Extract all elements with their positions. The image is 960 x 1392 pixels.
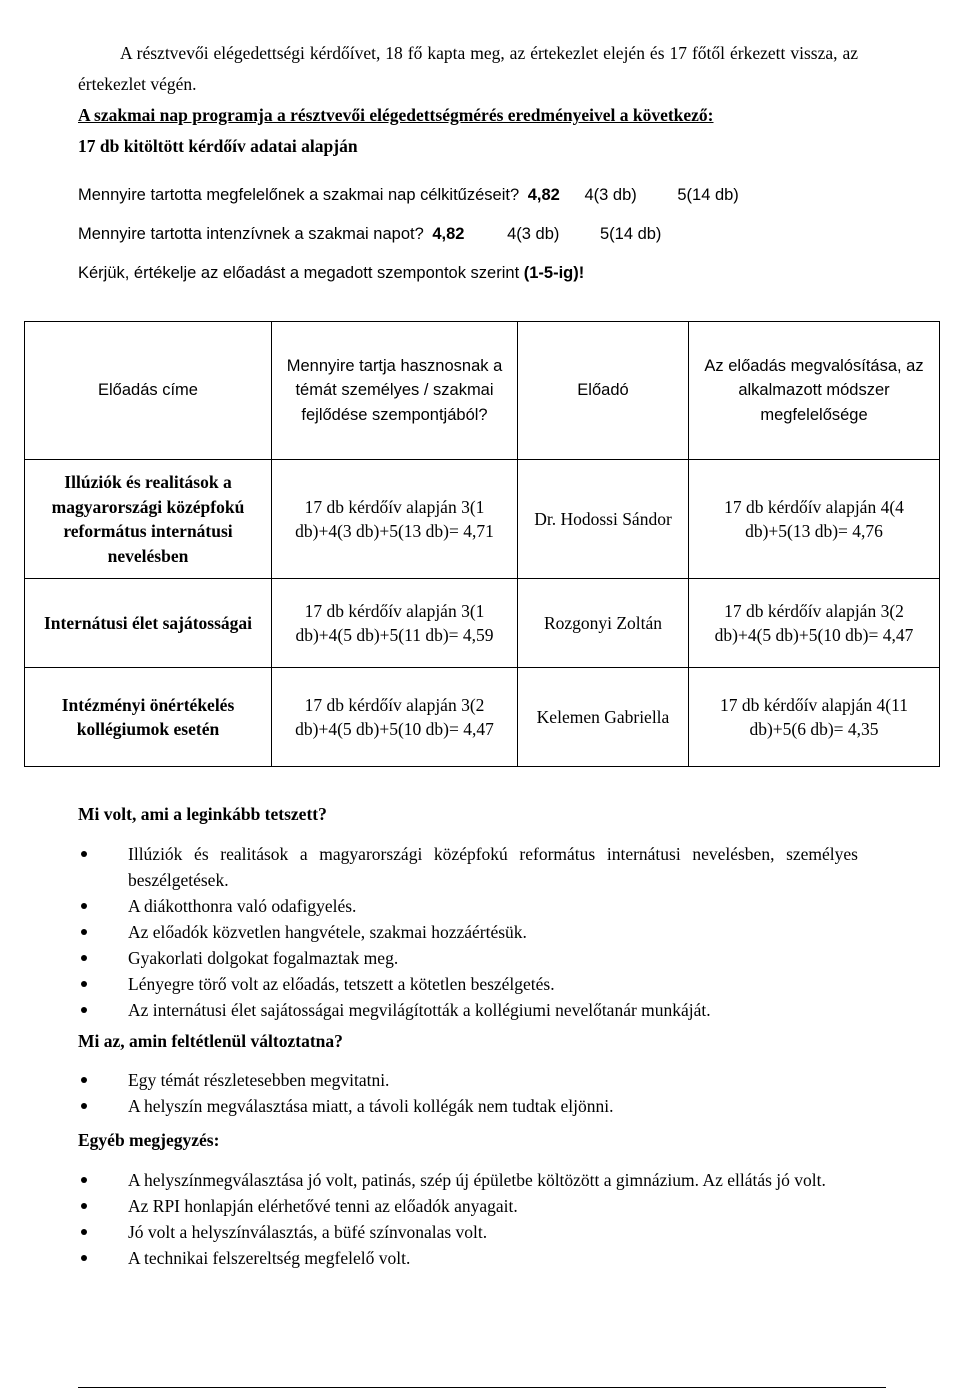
- bullet-icon: [81, 1103, 87, 1109]
- question-count-4: 4(3 db): [507, 225, 560, 243]
- program-heading: A szakmai nap programja a résztvevői elégedettségmérés eredményeivel a következő:: [78, 105, 714, 125]
- list-item: Illúziók és realitások a magyarországi középfokú református internátusi nevelésben, személyes beszélgetések.: [78, 841, 858, 893]
- intro-section: [78, 38, 858, 162]
- other-list: [78, 1167, 858, 1271]
- question-text: Mennyire tartotta intenzívnek a szakmai napot?: [78, 225, 424, 243]
- question-text: Mennyire tartotta megfelelőnek a szakmai nap célkitűzéseit?: [78, 186, 520, 204]
- cell-title: Intézményi önértékelés kollégiumok esetén: [25, 668, 272, 767]
- cell-method: 17 db kérdőív alapján 4(4 db)+5(13 db)= 4,76: [689, 460, 940, 579]
- table-row: [25, 460, 940, 579]
- question-count-5: 5(14 db): [599, 225, 662, 243]
- table-row: [25, 579, 940, 668]
- cell-presenter: Kelemen Gabriella: [518, 668, 689, 767]
- evaluation-table: [24, 321, 940, 767]
- bullet-icon: [81, 903, 87, 909]
- question-text: Kérjük, értékelje az előadást a megadott szempontok szerint: [78, 264, 520, 282]
- liked-heading: Mi volt, ami a leginkább tetszett?: [78, 804, 327, 824]
- cell-presenter: Rozgonyi Zoltán: [518, 579, 689, 668]
- cell-usefulness: 17 db kérdőív alapján 3(1 db)+4(5 db)+5(11 db)= 4,59: [272, 579, 518, 668]
- list-item: Az előadók közvetlen hangvétele, szakmai hozzáértésük.: [78, 919, 858, 945]
- table-header-row: [25, 322, 940, 460]
- list-item: Jó volt a helyszínválasztás, a büfé színvonalas volt.: [78, 1219, 858, 1245]
- survey-count: 17 db kitöltött kérdőív adatai alapján: [78, 136, 358, 156]
- cell-usefulness: 17 db kérdőív alapján 3(2 db)+4(5 db)+5(10 db)= 4,47: [272, 668, 518, 767]
- cell-method: 17 db kérdőív alapján 4(11 db)+5(6 db)= 4,35: [689, 668, 940, 767]
- footer-divider: [78, 1387, 886, 1388]
- list-item: Az RPI honlapján elérhetővé tenni az előadók anyagait.: [78, 1193, 858, 1219]
- bullet-icon: [81, 1229, 87, 1235]
- table-row: [25, 668, 940, 767]
- change-heading: Mi az, amin feltétlenül változtatna?: [78, 1031, 343, 1051]
- bullet-icon: [81, 1203, 87, 1209]
- bullet-icon: [81, 1255, 87, 1261]
- header-usefulness: Mennyire tartja hasznosnak a témát személyes / szakmai fejlődése szempontjából?: [272, 322, 518, 460]
- bullet-icon: [81, 981, 87, 987]
- list-item: Egy témát részletesebben megvitatni.: [78, 1067, 858, 1093]
- question-average: 4,82: [527, 186, 560, 204]
- change-list: [78, 1067, 858, 1119]
- list-item: Az internátusi élet sajátosságai megvilágították a kollégiumi nevelőtanár munkáját.: [78, 997, 858, 1023]
- question-count-4: 4(3 db): [584, 186, 637, 204]
- cell-title: Internátusi élet sajátosságai: [25, 579, 272, 668]
- bullet-icon: [81, 929, 87, 935]
- header-method: Az előadás megvalósítása, az alkalmazott módszer megfelelősége: [689, 322, 940, 460]
- list-item: Lényegre törő volt az előadás, tetszett a kötetlen beszélgetés.: [78, 971, 858, 997]
- header-title: Előadás címe: [25, 322, 272, 460]
- bullet-icon: [81, 1007, 87, 1013]
- list-item: A helyszínmegválasztása jó volt, patinás, szép új épületbe költözött a gimnázium. Az ellátás jó volt.: [78, 1167, 858, 1193]
- list-item: Gyakorlati dolgokat fogalmaztak meg.: [78, 945, 858, 971]
- list-item: A helyszín megválasztása miatt, a távoli kollégák nem tudtak eljönni.: [78, 1093, 858, 1119]
- cell-method: 17 db kérdőív alapján 3(2 db)+4(5 db)+5(10 db)= 4,47: [689, 579, 940, 668]
- other-heading: Egyéb megjegyzés:: [78, 1130, 220, 1150]
- bullet-icon: [81, 955, 87, 961]
- liked-list: [78, 841, 858, 1023]
- question-count-5: 5(14 db): [677, 186, 739, 204]
- question-goals: [78, 186, 739, 205]
- question-average: 4,82: [432, 225, 465, 243]
- question-intensity: [78, 225, 661, 244]
- cell-title: Illúziók és realitások a magyarországi középfokú református internátusi nevelésben: [25, 460, 272, 579]
- bullet-icon: [81, 1077, 87, 1083]
- list-item: A diákotthonra való odafigyelés.: [78, 893, 858, 919]
- bullet-icon: [81, 851, 87, 857]
- header-presenter: Előadó: [518, 322, 689, 460]
- list-item: A technikai felszereltség megfelelő volt.: [78, 1245, 858, 1271]
- intro-paragraph: A résztvevői elégedettségi kérdőívet, 18 fő kapta meg, az értekezlet elején és 17 főtől érkezett vissza, az értekezlet végén.: [78, 43, 858, 94]
- question-rating-instruction: [78, 264, 584, 283]
- cell-presenter: Dr. Hodossi Sándor: [518, 460, 689, 579]
- cell-usefulness: 17 db kérdőív alapján 3(1 db)+4(3 db)+5(13 db)= 4,71: [272, 460, 518, 579]
- rating-scale: (1-5-ig)!: [523, 264, 585, 282]
- bullet-icon: [81, 1177, 87, 1183]
